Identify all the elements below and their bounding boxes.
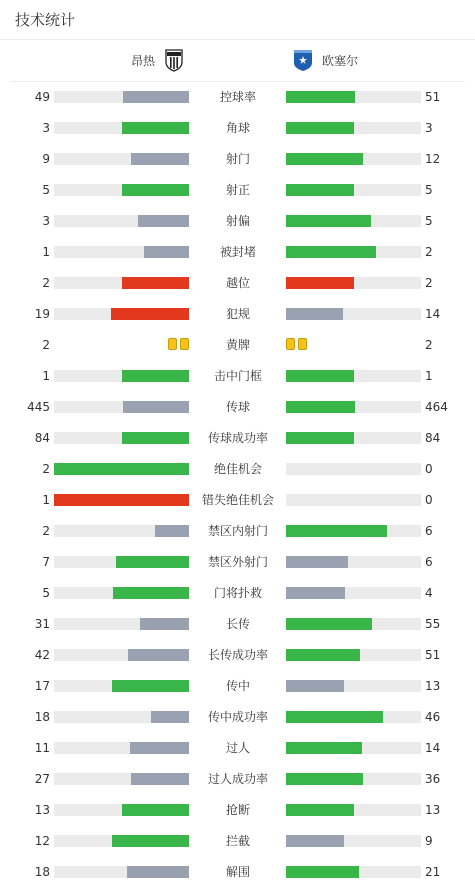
- stat-label: 射门: [225, 152, 250, 166]
- stat-label: 越位: [225, 276, 250, 290]
- away-value: 36: [425, 772, 441, 786]
- stat-row: [0, 454, 475, 485]
- stat-label: 门将扑救: [213, 586, 262, 600]
- away-value: 14: [425, 741, 441, 755]
- away-value: 13: [425, 803, 441, 817]
- yellow-card-icon: [168, 338, 177, 350]
- away-bar-track: [286, 432, 421, 444]
- away-value: 4: [425, 586, 433, 600]
- home-bar-track: [54, 773, 189, 785]
- home-value: 2: [42, 338, 50, 352]
- home-bar-fill: [144, 246, 189, 258]
- away-bar-fill: [286, 308, 343, 320]
- away-value: 3: [425, 121, 433, 135]
- home-value: 5: [42, 183, 50, 197]
- away-bar-fill: [286, 370, 354, 382]
- away-bar-track: [286, 680, 421, 692]
- stat-row: [0, 392, 475, 423]
- home-bar-track: [54, 432, 189, 444]
- home-bar-fill: [122, 804, 190, 816]
- away-bar-fill: [286, 215, 371, 227]
- stat-label: 传中: [225, 679, 250, 693]
- away-value: 51: [425, 90, 441, 104]
- stat-row: [0, 423, 475, 454]
- stat-row: [0, 516, 475, 547]
- stat-row: [0, 485, 475, 516]
- away-bar-fill: [286, 525, 387, 537]
- home-bar-fill: [111, 308, 189, 320]
- home-bar-track: [54, 804, 189, 816]
- home-value: 84: [34, 431, 50, 445]
- home-bar-fill: [122, 122, 190, 134]
- away-value: 6: [425, 524, 433, 538]
- stat-label: 击中门框: [213, 369, 262, 383]
- away-bar-track: [286, 153, 421, 165]
- away-value: 9: [425, 834, 433, 848]
- stat-row: [0, 206, 475, 237]
- away-yellow-cards: [286, 338, 307, 350]
- away-bar-track: [286, 649, 421, 661]
- home-team-name: 昂热: [130, 53, 155, 68]
- home-bar-track: [54, 246, 189, 258]
- away-bar-fill: [286, 680, 344, 692]
- away-bar-track: [286, 866, 421, 878]
- away-value: 21: [425, 865, 441, 879]
- stat-label: 传中成功率: [207, 710, 268, 724]
- home-bar-fill: [122, 184, 190, 196]
- home-team[interactable]: [131, 48, 185, 72]
- away-value: 55: [425, 617, 441, 631]
- away-bar-fill: [286, 618, 372, 630]
- home-bar-track: [54, 184, 189, 196]
- home-bar-track: [54, 401, 189, 413]
- home-value: 5: [42, 586, 50, 600]
- away-value: 5: [425, 183, 433, 197]
- home-value: 42: [34, 648, 50, 662]
- home-value: 17: [34, 679, 50, 693]
- stat-label: 射偏: [225, 214, 250, 228]
- home-bar-fill: [54, 494, 189, 506]
- home-bar-fill: [151, 711, 189, 723]
- home-value: 18: [34, 865, 50, 879]
- home-value: 18: [34, 710, 50, 724]
- stat-label: 长传: [225, 617, 250, 631]
- stat-row: [0, 268, 475, 299]
- stat-label: 解围: [225, 865, 250, 879]
- away-value: 13: [425, 679, 441, 693]
- home-bar-fill: [123, 91, 189, 103]
- away-bar-track: [286, 215, 421, 227]
- stat-row: [0, 299, 475, 330]
- away-value: 2: [425, 245, 433, 259]
- stat-row: [0, 795, 475, 826]
- home-bar-track: [54, 742, 189, 754]
- away-crest-icon: [292, 48, 314, 72]
- stat-row: [0, 82, 475, 113]
- home-bar-track: [54, 711, 189, 723]
- stat-label: 射正: [225, 183, 250, 197]
- home-bar-track: [54, 866, 189, 878]
- stat-row: [0, 702, 475, 733]
- home-bar-fill: [140, 618, 189, 630]
- home-yellow-cards: [168, 338, 189, 350]
- stat-row: [0, 578, 475, 609]
- home-value: 31: [34, 617, 50, 631]
- stat-row: [0, 671, 475, 702]
- away-value: 464: [425, 400, 448, 414]
- stat-label: 传球成功率: [207, 431, 268, 445]
- away-team[interactable]: [292, 48, 358, 72]
- away-bar-fill: [286, 711, 383, 723]
- home-value: 13: [34, 803, 50, 817]
- away-bar-fill: [286, 153, 363, 165]
- yellow-card-icon: [180, 338, 189, 350]
- stat-row: [0, 609, 475, 640]
- teams-header: [10, 40, 465, 82]
- away-bar-track: [286, 463, 421, 475]
- home-bar-fill: [112, 835, 189, 847]
- away-value: 2: [425, 276, 433, 290]
- away-bar-track: [286, 184, 421, 196]
- home-value: 2: [42, 524, 50, 538]
- home-value: 49: [34, 90, 50, 104]
- away-value: 84: [425, 431, 441, 445]
- away-team-name: 欧塞尔: [322, 53, 359, 68]
- yellow-card-icon: [286, 338, 295, 350]
- home-value: 3: [42, 214, 50, 228]
- away-bar-track: [286, 370, 421, 382]
- away-value: 1: [425, 369, 433, 383]
- away-bar-track: [286, 618, 421, 630]
- stat-row: [0, 547, 475, 578]
- stat-row: [0, 175, 475, 206]
- away-bar-track: [286, 711, 421, 723]
- home-bar-fill: [116, 556, 189, 568]
- away-bar-fill: [286, 742, 362, 754]
- away-value: 51: [425, 648, 441, 662]
- stat-row: [0, 113, 475, 144]
- home-bar-track: [54, 122, 189, 134]
- home-bar-track: [54, 649, 189, 661]
- away-bar-track: [286, 835, 421, 847]
- stat-row: [0, 237, 475, 268]
- home-value: 3: [42, 121, 50, 135]
- stat-row: [0, 826, 475, 857]
- home-bar-fill: [128, 649, 189, 661]
- away-bar-track: [286, 525, 421, 537]
- home-value: 2: [42, 462, 50, 476]
- away-bar-track: [286, 742, 421, 754]
- stat-label: 长传成功率: [207, 648, 268, 662]
- away-bar-fill: [286, 246, 376, 258]
- home-bar-fill: [130, 742, 189, 754]
- stat-row: [0, 857, 475, 888]
- home-value: 1: [42, 493, 50, 507]
- away-bar-track: [286, 122, 421, 134]
- stats-list: [0, 82, 475, 888]
- stat-label: 角球: [225, 121, 250, 135]
- stat-row: [0, 330, 475, 361]
- away-bar-track: [286, 246, 421, 258]
- home-bar-fill: [123, 401, 189, 413]
- away-bar-fill: [286, 184, 354, 196]
- stat-label: 传球: [225, 400, 250, 414]
- away-bar-track: [286, 494, 421, 506]
- home-value: 11: [34, 741, 50, 755]
- home-bar-fill: [131, 153, 189, 165]
- home-value: 9: [42, 152, 50, 166]
- home-bar-fill: [127, 866, 189, 878]
- stat-row: [0, 764, 475, 795]
- away-bar-fill: [286, 556, 348, 568]
- away-bar-fill: [286, 835, 344, 847]
- home-bar-track: [54, 91, 189, 103]
- stat-label: 抢断: [225, 803, 250, 817]
- away-value: 0: [425, 493, 433, 507]
- stat-label: 禁区内射门: [207, 524, 268, 538]
- away-bar-track: [286, 308, 421, 320]
- home-bar-track: [54, 680, 189, 692]
- stat-row: [0, 733, 475, 764]
- stat-label: 绝佳机会: [213, 462, 262, 476]
- home-bar-fill: [113, 587, 189, 599]
- stat-label: 错失绝佳机会: [201, 493, 274, 507]
- stat-label: 过人: [225, 741, 250, 755]
- home-value: 12: [34, 834, 50, 848]
- home-bar-track: [54, 587, 189, 599]
- away-value: 46: [425, 710, 441, 724]
- stat-label: 拦截: [225, 834, 250, 848]
- home-bar-fill: [112, 680, 189, 692]
- home-value: 1: [42, 369, 50, 383]
- home-bar-fill: [138, 215, 189, 227]
- page-title: 技术统计: [15, 11, 76, 29]
- home-bar-track: [54, 835, 189, 847]
- stat-label: 被封堵: [219, 245, 256, 259]
- home-bar-track: [54, 463, 189, 475]
- home-bar-track: [54, 277, 189, 289]
- home-bar-track: [54, 153, 189, 165]
- away-bar-fill: [286, 587, 345, 599]
- away-bar-fill: [286, 401, 355, 413]
- home-value: 2: [42, 276, 50, 290]
- home-bar-fill: [122, 370, 190, 382]
- away-bar-fill: [286, 866, 359, 878]
- home-value: 27: [34, 772, 50, 786]
- home-bar-fill: [122, 277, 190, 289]
- home-value: 1: [42, 245, 50, 259]
- home-bar-fill: [54, 463, 189, 475]
- home-bar-track: [54, 618, 189, 630]
- away-bar-track: [286, 277, 421, 289]
- away-value: 2: [425, 338, 433, 352]
- stat-label: 黄牌: [225, 338, 250, 352]
- yellow-card-icon: [298, 338, 307, 350]
- away-value: 6: [425, 555, 433, 569]
- stat-label: 禁区外射门: [207, 555, 268, 569]
- away-bar-fill: [286, 91, 355, 103]
- home-bar-track: [54, 556, 189, 568]
- stat-row: [0, 640, 475, 671]
- stat-row: [0, 361, 475, 392]
- home-bar-track: [54, 308, 189, 320]
- away-value: 0: [425, 462, 433, 476]
- home-crest-icon: [163, 48, 185, 72]
- home-bar-fill: [131, 773, 189, 785]
- home-bar-track: [54, 494, 189, 506]
- home-value: 7: [42, 555, 50, 569]
- home-bar-fill: [155, 525, 189, 537]
- away-bar-track: [286, 587, 421, 599]
- away-bar-track: [286, 804, 421, 816]
- away-bar-fill: [286, 277, 354, 289]
- away-bar-fill: [286, 804, 354, 816]
- home-value: 19: [34, 307, 50, 321]
- stat-label: 控球率: [219, 90, 256, 104]
- home-bar-track: [54, 215, 189, 227]
- away-bar-track: [286, 401, 421, 413]
- away-bar-fill: [286, 432, 354, 444]
- stat-row: [0, 144, 475, 175]
- home-bar-fill: [122, 432, 190, 444]
- away-value: 14: [425, 307, 441, 321]
- stat-label: 过人成功率: [207, 772, 268, 786]
- away-bar-fill: [286, 773, 363, 785]
- away-bar-fill: [286, 649, 360, 661]
- away-bar-fill: [286, 122, 354, 134]
- away-bar-track: [286, 556, 421, 568]
- away-bar-track: [286, 773, 421, 785]
- home-bar-track: [54, 525, 189, 537]
- stat-label: 犯规: [225, 307, 250, 321]
- away-value: 12: [425, 152, 441, 166]
- home-bar-track: [54, 370, 189, 382]
- away-value: 5: [425, 214, 433, 228]
- away-bar-track: [286, 91, 421, 103]
- home-value: 445: [27, 400, 50, 414]
- header: [0, 0, 475, 40]
